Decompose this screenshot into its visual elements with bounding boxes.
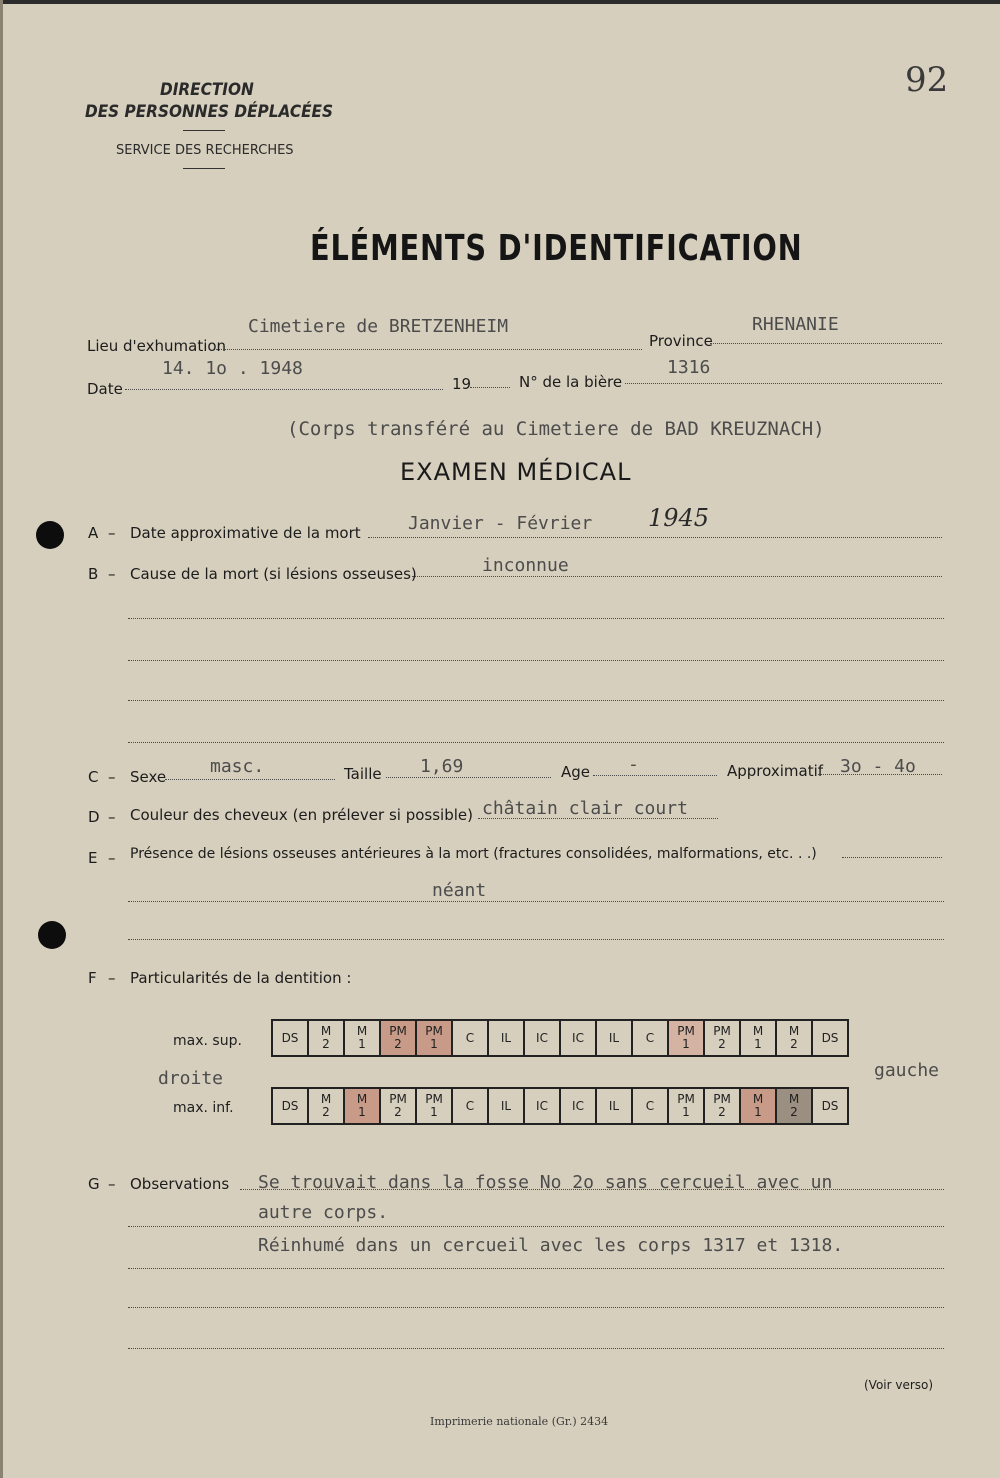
tooth-type: M	[788, 1024, 800, 1038]
tooth-type: PM	[425, 1092, 443, 1106]
a-dots	[368, 537, 942, 538]
b-blank-1	[128, 618, 944, 619]
biere-label: N° de la bière	[519, 373, 623, 391]
tooth-type: DS	[281, 1030, 299, 1045]
upper-tooth-15	[812, 1020, 848, 1056]
g-dots-3	[128, 1268, 944, 1269]
approx-label: Approximatif	[727, 762, 824, 780]
g-dots-5	[128, 1348, 944, 1349]
transfer-note: (Corps transféré au Cimetiere de BAD KREUZNACH)	[287, 418, 825, 440]
gauche-label: gauche	[874, 1060, 940, 1081]
droite-label: droite	[158, 1068, 224, 1089]
punch-hole-top	[36, 521, 64, 549]
d-value: châtain clair court	[482, 798, 688, 819]
sexe-label: Sexe	[130, 768, 167, 786]
approx-value: 3o - 4o	[840, 756, 916, 777]
tooth-type: DS	[281, 1098, 299, 1113]
province-label: Province	[649, 332, 713, 350]
lower-tooth-6	[488, 1088, 524, 1124]
a-dash: –	[108, 524, 116, 542]
tooth-number: 1	[430, 1037, 438, 1051]
date-label: Date	[87, 380, 123, 398]
tooth-number: 1	[358, 1105, 366, 1119]
teeth-upper-row	[272, 1020, 848, 1056]
upper-tooth-2	[344, 1020, 380, 1056]
upper-tooth-4	[416, 1020, 452, 1056]
tooth-number: 2	[790, 1037, 798, 1051]
lower-tooth-9	[596, 1088, 632, 1124]
tooth-type: M	[356, 1092, 368, 1106]
max-sup-label: max. sup.	[173, 1033, 242, 1049]
b-letter: B	[88, 565, 99, 583]
tooth-type: DS	[821, 1098, 839, 1113]
b-blank-4	[128, 742, 944, 743]
tooth-type: IL	[608, 1098, 620, 1113]
tooth-type: C	[645, 1030, 655, 1045]
taille-label: Taille	[344, 765, 382, 783]
lower-tooth-7	[524, 1088, 560, 1124]
tooth-type: PM	[389, 1092, 407, 1106]
tooth-number: 2	[718, 1037, 726, 1051]
lower-tooth-15	[812, 1088, 848, 1124]
tooth-type: IL	[500, 1030, 512, 1045]
sexe-dots	[165, 779, 335, 780]
e-value: néant	[432, 880, 487, 901]
lower-tooth-13	[740, 1088, 776, 1124]
age-dots	[593, 775, 717, 776]
upper-tooth-9	[596, 1020, 632, 1056]
date-value: 14. 1o . 1948	[162, 358, 303, 379]
teeth-upper-table	[271, 1019, 849, 1057]
g-line-1: Se trouvait dans la fosse No 2o sans cercueil avec un	[258, 1172, 833, 1193]
tooth-type: M	[788, 1092, 800, 1106]
biere-dots	[625, 383, 942, 384]
tooth-type: M	[320, 1092, 332, 1106]
a-label: Date approximative de la mort	[130, 524, 361, 542]
voir-verso: (Voir verso)	[864, 1378, 934, 1392]
b-dots	[412, 576, 942, 577]
lower-tooth-3	[380, 1088, 416, 1124]
printer-note: Imprimerie nationale (Gr.) 2434	[430, 1415, 609, 1428]
tooth-type: M	[752, 1092, 764, 1106]
page-number: 92	[905, 60, 949, 100]
year-dots	[470, 387, 510, 388]
header-service: SERVICE DES RECHERCHES	[116, 143, 294, 158]
lieu-label: Lieu d'exhumation	[87, 337, 227, 355]
tooth-type: DS	[821, 1030, 839, 1045]
upper-tooth-10	[632, 1020, 668, 1056]
a-value: Janvier - Février	[408, 513, 593, 534]
taille-dots	[386, 777, 551, 778]
b-dash: –	[108, 565, 116, 583]
top-edge	[0, 0, 1000, 4]
tooth-number: 2	[322, 1037, 330, 1051]
g-label: Observations	[130, 1175, 230, 1193]
e-blank-1	[128, 901, 944, 902]
form-title: ÉLÉMENTS D'IDENTIFICATION	[310, 228, 803, 269]
g-letter: G	[88, 1175, 100, 1193]
upper-tooth-12	[704, 1020, 740, 1056]
tooth-type: C	[465, 1098, 475, 1113]
lower-tooth-14	[776, 1088, 812, 1124]
f-letter: F	[88, 969, 97, 987]
e-letter: E	[88, 849, 98, 867]
tooth-number: 1	[754, 1037, 762, 1051]
lower-tooth-4	[416, 1088, 452, 1124]
tooth-type: IC	[536, 1030, 548, 1045]
g-dash: –	[108, 1175, 116, 1193]
d-dots	[478, 818, 718, 819]
c-dash: –	[108, 768, 116, 786]
b-blank-3	[128, 700, 944, 701]
upper-tooth-8	[560, 1020, 596, 1056]
tooth-type: IL	[500, 1098, 512, 1113]
lower-tooth-5	[452, 1088, 488, 1124]
exam-title: EXAMEN MÉDICAL	[400, 458, 632, 486]
tooth-number: 1	[682, 1037, 690, 1051]
tooth-type: IC	[572, 1098, 584, 1113]
lower-tooth-11	[668, 1088, 704, 1124]
upper-tooth-14	[776, 1020, 812, 1056]
lower-tooth-2	[344, 1088, 380, 1124]
g-dots-4	[128, 1307, 944, 1308]
province-value: RHENANIE	[752, 314, 839, 335]
teeth-lower-table	[271, 1087, 849, 1125]
teeth-lower-row	[272, 1088, 848, 1124]
g-line-2: autre corps.	[258, 1202, 389, 1223]
tooth-type: PM	[677, 1092, 695, 1106]
tooth-type: IL	[608, 1030, 620, 1045]
e-blank-2	[128, 939, 944, 940]
lieu-dots	[216, 349, 642, 350]
tooth-type: M	[320, 1024, 332, 1038]
biere-value: 1316	[667, 357, 711, 378]
tooth-number: 2	[790, 1105, 798, 1119]
left-edge	[0, 0, 3, 1478]
lieu-value: Cimetiere de BRETZENHEIM	[248, 316, 509, 337]
tooth-type: PM	[713, 1024, 731, 1038]
a-year: 1945	[648, 504, 710, 532]
header-org: DES PERSONNES DÉPLACÉES	[85, 102, 334, 122]
tooth-type: PM	[425, 1024, 443, 1038]
lower-tooth-8	[560, 1088, 596, 1124]
tooth-number: 2	[322, 1105, 330, 1119]
b-label: Cause de la mort (si lésions osseuses)	[130, 565, 417, 583]
tooth-type: C	[645, 1098, 655, 1113]
c-letter: C	[88, 768, 99, 786]
tooth-type: M	[752, 1024, 764, 1038]
lower-tooth-12	[704, 1088, 740, 1124]
upper-tooth-5	[452, 1020, 488, 1056]
e-dash: –	[108, 849, 116, 867]
lower-tooth-1	[308, 1088, 344, 1124]
punch-hole-bottom	[38, 921, 66, 949]
f-dash: –	[108, 969, 116, 987]
tooth-type: C	[465, 1030, 475, 1045]
d-dash: –	[108, 808, 116, 826]
e-label: Présence de lésions osseuses antérieures à la mort (fractures consolidées, malformations, etc. . .)	[130, 846, 817, 862]
lower-tooth-0	[272, 1088, 308, 1124]
f-label: Particularités de la dentition :	[130, 969, 352, 987]
year-prefix: 19	[452, 375, 472, 393]
d-letter: D	[88, 808, 100, 826]
date-dots	[125, 389, 443, 390]
upper-tooth-0	[272, 1020, 308, 1056]
header-rule-2	[183, 168, 225, 169]
tooth-number: 1	[430, 1105, 438, 1119]
g-dots-2	[128, 1226, 944, 1227]
a-letter: A	[88, 524, 99, 542]
d-label: Couleur des cheveux (en prélever si possible)	[130, 806, 473, 824]
tooth-number: 2	[718, 1105, 726, 1119]
upper-tooth-7	[524, 1020, 560, 1056]
upper-tooth-3	[380, 1020, 416, 1056]
tooth-number: 2	[394, 1105, 402, 1119]
tooth-type: PM	[713, 1092, 731, 1106]
upper-tooth-1	[308, 1020, 344, 1056]
tooth-type: PM	[389, 1024, 407, 1038]
upper-tooth-11	[668, 1020, 704, 1056]
e-dots	[842, 857, 942, 858]
tooth-type: IC	[572, 1030, 584, 1045]
sexe-value: masc.	[210, 756, 265, 777]
tooth-number: 1	[682, 1105, 690, 1119]
max-inf-label: max. inf.	[173, 1100, 234, 1116]
province-dots	[710, 343, 942, 344]
header-rule-1	[183, 130, 225, 131]
tooth-type: IC	[536, 1098, 548, 1113]
g-line-3: Réinhumé dans un cercueil avec les corps 1317 et 1318.	[258, 1235, 844, 1256]
header-direction: DIRECTION	[160, 80, 254, 100]
upper-tooth-13	[740, 1020, 776, 1056]
tooth-number: 2	[394, 1037, 402, 1051]
b-value: inconnue	[482, 555, 569, 576]
tooth-number: 1	[754, 1105, 762, 1119]
tooth-number: 1	[358, 1037, 366, 1051]
age-value: -	[628, 754, 639, 775]
b-blank-2	[128, 660, 944, 661]
age-label: Age	[561, 763, 591, 781]
taille-value: 1,69	[420, 756, 464, 777]
lower-tooth-10	[632, 1088, 668, 1124]
upper-tooth-6	[488, 1020, 524, 1056]
tooth-type: PM	[677, 1024, 695, 1038]
tooth-type: M	[356, 1024, 368, 1038]
